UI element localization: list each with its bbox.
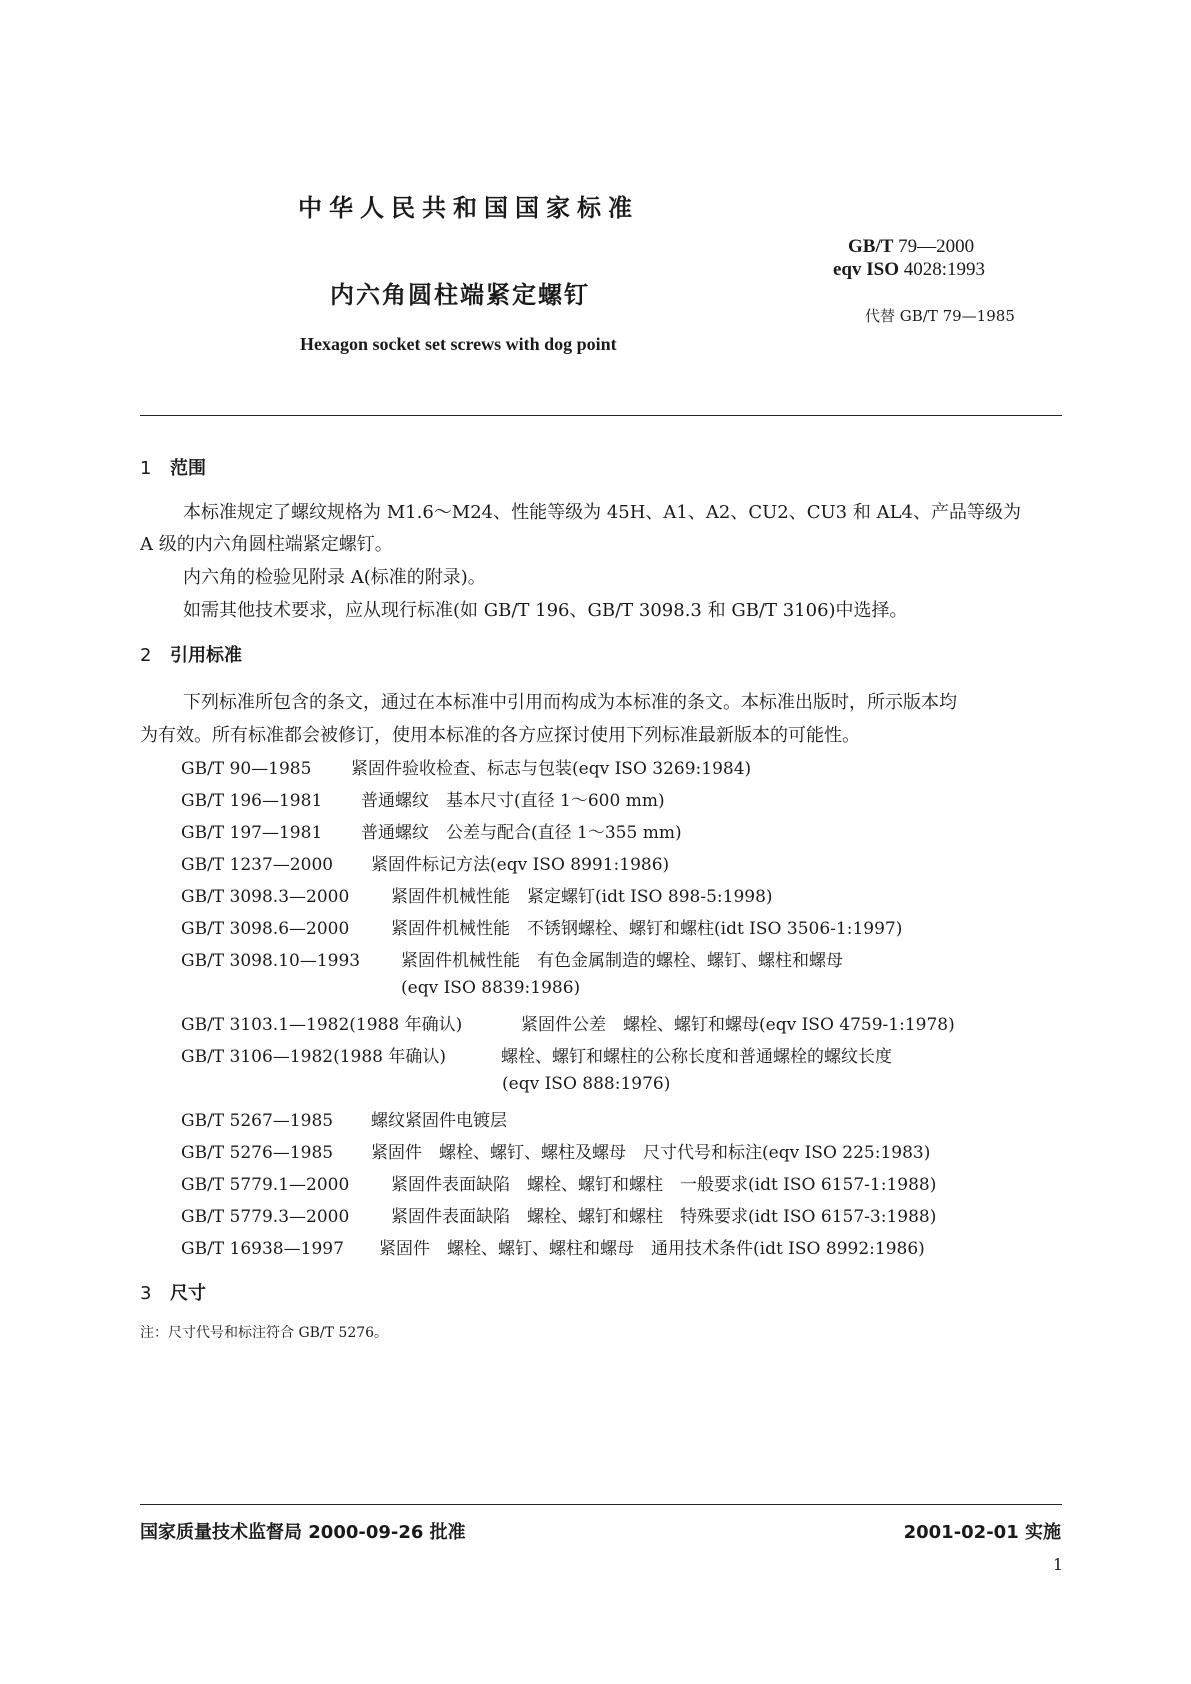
section-3-number: 3 [140, 1283, 152, 1304]
reference-code: GB/T 3098.3—2000 [181, 887, 350, 907]
reference-code: GB/T 197—1981 [181, 823, 323, 843]
national-standard-heading: 中华人民共和国国家标准 [298, 194, 639, 222]
reference-code: GB/T 5779.3—2000 [181, 1207, 350, 1227]
reference-code: GB/T 3106—1982(1988 年确认) [181, 1047, 447, 1067]
section-3-title: 尺寸 [170, 1283, 206, 1304]
reference-code: GB/T 196—1981 [181, 791, 323, 811]
reference-title: 紧固件表面缺陷 螺栓、螺钉和螺柱 特殊要求(idt ISO 6157-3:1988) [391, 1207, 937, 1227]
reference-code: GB/T 5267—1985 [181, 1111, 334, 1131]
reference-code: GB/T 16938—1997 [181, 1239, 344, 1259]
reference-title: 普通螺纹 公差与配合(直径 1～355 mm) [361, 823, 682, 843]
standard-number [848, 236, 974, 258]
references-intro-line-1: 下列标准所包含的条文，通过在本标准中引用而构成为本标准的条文。本标准出版时，所示版本均 [183, 692, 957, 713]
reference-continuation: (eqv ISO 888:1976) [502, 1074, 671, 1094]
document-title-en: Hexagon socket set screws with dog point [300, 334, 617, 354]
reference-title: 螺纹紧固件电镀层 [371, 1111, 507, 1131]
replaces-standard: 代替 GB/T 79—1985 [865, 307, 1015, 325]
reference-title: 紧固件 螺栓、螺钉、螺柱和螺母 通用技术条件(idt ISO 8992:1986) [379, 1239, 925, 1259]
section-1-title: 范围 [170, 458, 206, 479]
reference-title: 紧固件机械性能 有色金属制造的螺栓、螺钉、螺柱和螺母 [401, 951, 843, 971]
equivalent-standard [833, 259, 985, 281]
section-3-heading [140, 1279, 206, 1305]
reference-title: 紧固件验收检查、标志与包装(eqv ISO 3269:1984) [351, 759, 752, 779]
footer-divider [140, 1504, 1062, 1505]
references-intro-line-2: 为有效。所有标准都会被修订，使用本标准的各方应探讨使用下列标准最新版本的可能性。 [140, 725, 860, 746]
reference-item [181, 818, 682, 843]
scope-paragraph-3: 如需其他技术要求，应从现行标准(如 GB/T 196、GB/T 3098.3 和 GB/T 3106)中选择。 [183, 600, 908, 621]
reference-title: 紧固件机械性能 不锈钢螺栓、螺钉和螺柱(idt ISO 3506-1:1997) [391, 919, 903, 939]
reference-item [181, 882, 773, 907]
scope-paragraph-line-1: 本标准规定了螺纹规格为 M1.6～M24、性能等级为 45H、A1、A2、CU2、CU3 和 AL4、产品等级为 [183, 502, 1021, 523]
reference-title: 普通螺纹 基本尺寸(直径 1～600 mm) [361, 791, 665, 811]
scope-paragraph-2: 内六角的检验见附录 A(标准的附录)。 [183, 567, 486, 588]
reference-title: 紧固件机械性能 紧定螺钉(idt ISO 898-5:1998) [391, 887, 773, 907]
reference-title: 紧固件 螺栓、螺钉、螺柱及螺母 尺寸代号和标注(eqv ISO 225:1983) [371, 1143, 931, 1163]
reference-code: GB/T 5276—1985 [181, 1143, 334, 1163]
reference-code: GB/T 3098.10—1993 [181, 951, 361, 971]
equivalent-prefix: eqv ISO [833, 259, 899, 280]
standard-id: 79—2000 [898, 236, 975, 257]
reference-item [181, 1170, 936, 1195]
reference-code: GB/T 3098.6—2000 [181, 919, 350, 939]
section-1-number: 1 [140, 458, 152, 479]
reference-item [181, 850, 669, 875]
approval-statement: 国家质量技术监督局 2000-09-26 批准 [140, 1522, 466, 1543]
reference-code: GB/T 5779.1—2000 [181, 1175, 350, 1195]
reference-item [181, 1010, 955, 1035]
section-1-heading [140, 454, 206, 480]
reference-item [181, 786, 665, 811]
reference-code: GB/T 3103.1—1982(1988 年确认) [181, 1015, 463, 1035]
reference-item [181, 1234, 925, 1259]
reference-item [181, 1202, 936, 1227]
section-2-number: 2 [140, 645, 152, 666]
reference-code: GB/T 90—1985 [181, 759, 312, 779]
reference-title: 紧固件标记方法(eqv ISO 8991:1986) [371, 855, 670, 875]
header-divider [140, 415, 1062, 416]
effective-date: 2001-02-01 实施 [903, 1522, 1061, 1543]
dimensions-note: 注：尺寸代号和标注符合 GB/T 5276。 [140, 1325, 389, 1341]
equivalent-id: 4028:1993 [903, 259, 986, 280]
reference-title: 紧固件表面缺陷 螺栓、螺钉和螺柱 一般要求(idt ISO 6157-1:1988) [391, 1175, 937, 1195]
reference-title: 螺栓、螺钉和螺柱的公称长度和普通螺栓的螺纹长度 [501, 1047, 892, 1067]
section-2-heading [140, 641, 242, 667]
page-number: 1 [1052, 1555, 1063, 1574]
reference-item [181, 1138, 930, 1163]
reference-item [181, 1042, 892, 1067]
reference-code: GB/T 1237—2000 [181, 855, 334, 875]
reference-item [181, 946, 843, 971]
standard-prefix: GB/T [848, 236, 894, 257]
scope-paragraph-line-2: A 级的内六角圆柱端紧定螺钉。 [140, 534, 393, 555]
reference-item [181, 914, 902, 939]
reference-title: 紧固件公差 螺栓、螺钉和螺母(eqv ISO 4759-1:1978) [521, 1015, 955, 1035]
reference-item [181, 754, 751, 779]
reference-item [181, 1106, 507, 1131]
reference-continuation: (eqv ISO 8839:1986) [401, 978, 581, 998]
document-title-cn: 内六角圆柱端紧定螺钉 [330, 281, 590, 309]
section-2-title: 引用标准 [170, 645, 242, 666]
